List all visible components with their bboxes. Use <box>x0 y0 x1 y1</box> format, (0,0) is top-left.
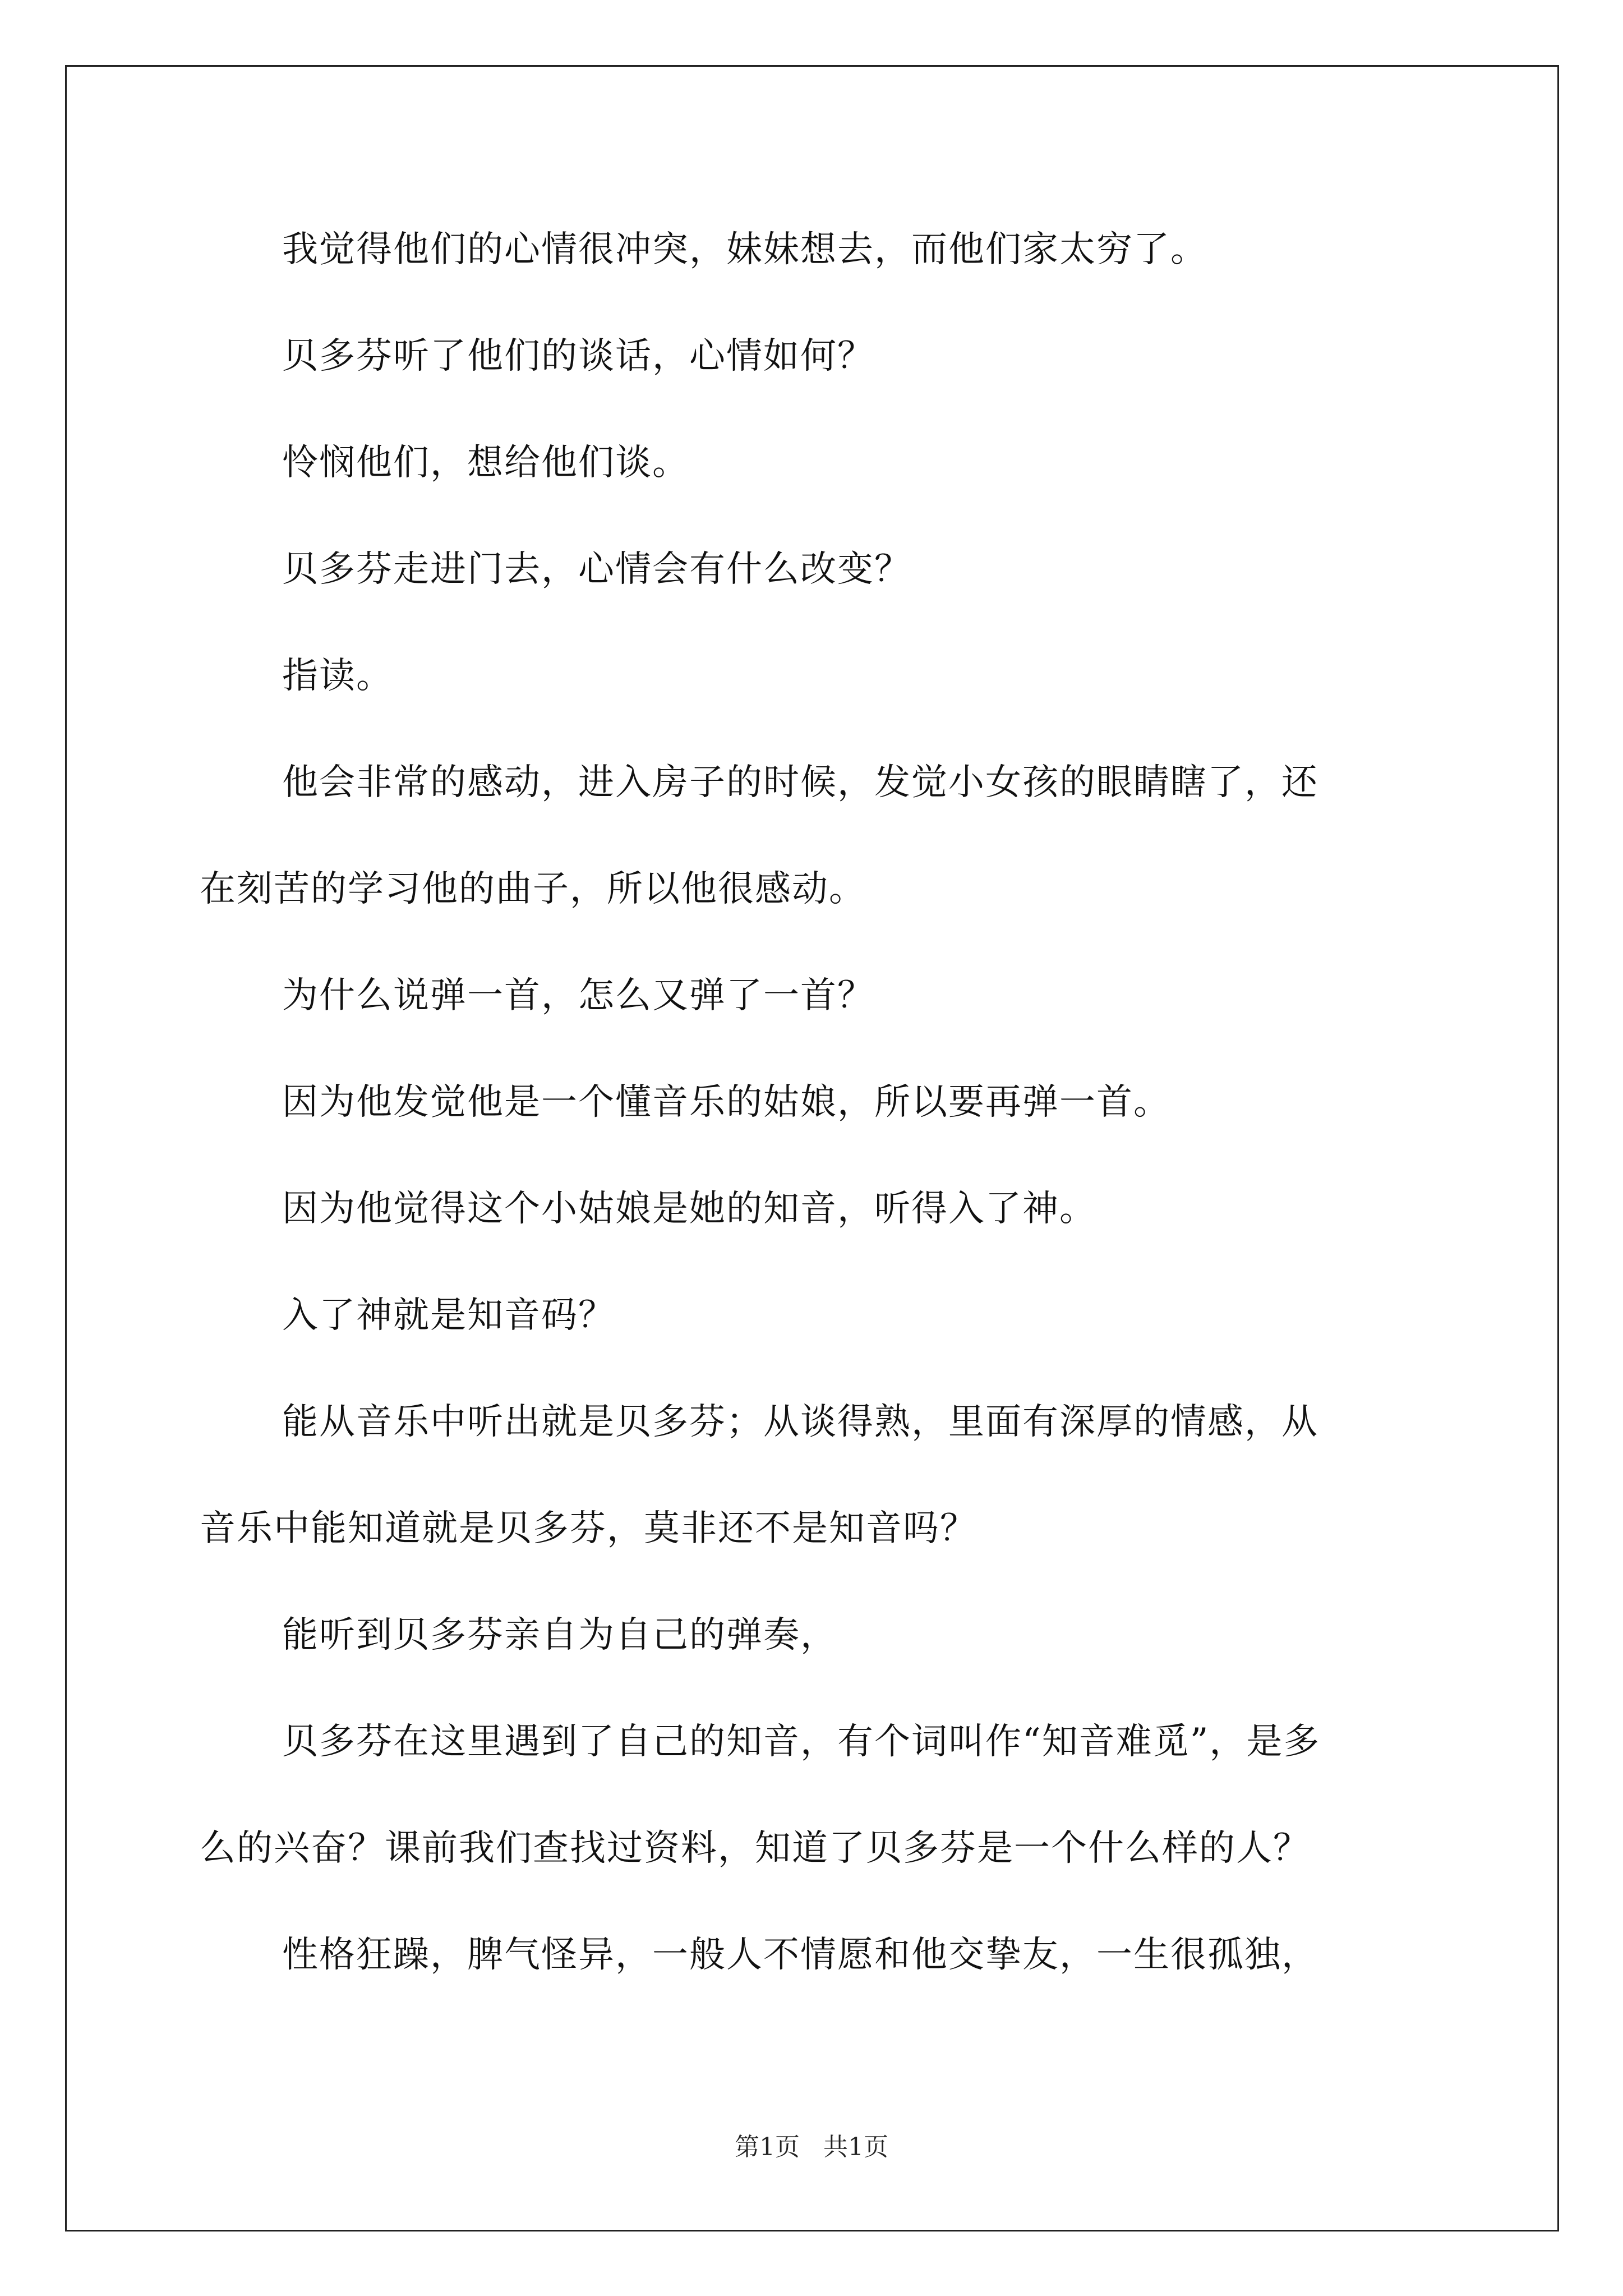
paragraph-line: 能从音乐中听出就是贝多芬；从谈得熟，里面有深厚的情感，从 <box>282 1401 1318 1443</box>
paragraph-line: 因为他发觉他是一个懂音乐的姑娘，所以要再弹一首。 <box>282 1082 1170 1123</box>
page-footer <box>0 2132 1623 2163</box>
paragraph-line: 贝多芬听了他们的谈话，心情如何？ <box>282 335 874 377</box>
paragraph-line: 入了神就是知音码？ <box>282 1295 615 1336</box>
paragraph-line: 他会非常的感动，进入房子的时候，发觉小女孩的眼睛瞎了，还 <box>282 762 1318 803</box>
paragraph-line: 么的兴奋？课前我们查找过资料，知道了贝多芬是一个什么样的人？ <box>200 1828 1310 1869</box>
paragraph-line: 为什么说弹一首，怎么又弹了一首？ <box>282 975 874 1016</box>
paragraph-line: 我觉得他们的心情很冲突，妹妹想去，而他们家太穷了。 <box>282 229 1207 270</box>
paragraph-line: 因为他觉得这个小姑娘是她的知音，听得入了神。 <box>282 1188 1096 1230</box>
page-number: 第1页 <box>735 2133 800 2161</box>
paragraph-line: 指读。 <box>282 655 393 697</box>
page-border <box>65 65 1559 2231</box>
paragraph-line: 性格狂躁，脾气怪异，一般人不情愿和他交挚友，一生很孤独， <box>282 1934 1318 1976</box>
paragraph-line: 在刻苦的学习他的曲子，所以他很感动。 <box>200 868 866 910</box>
paragraph-line: 贝多芬在这里遇到了自己的知音，有个词叫作“知音难觅”，是多 <box>282 1721 1321 1763</box>
paragraph-line: 音乐中能知道就是贝多芬，莫非还不是知音吗？ <box>200 1508 977 1549</box>
paragraph-line: 贝多芬走进门去，心情会有什么改变？ <box>282 549 911 590</box>
paragraph-line: 怜悯他们，想给他们谈。 <box>282 442 689 484</box>
paragraph-line: 能听到贝多芬亲自为自己的弹奏， <box>282 1614 837 1656</box>
page-total: 共1页 <box>823 2133 888 2161</box>
